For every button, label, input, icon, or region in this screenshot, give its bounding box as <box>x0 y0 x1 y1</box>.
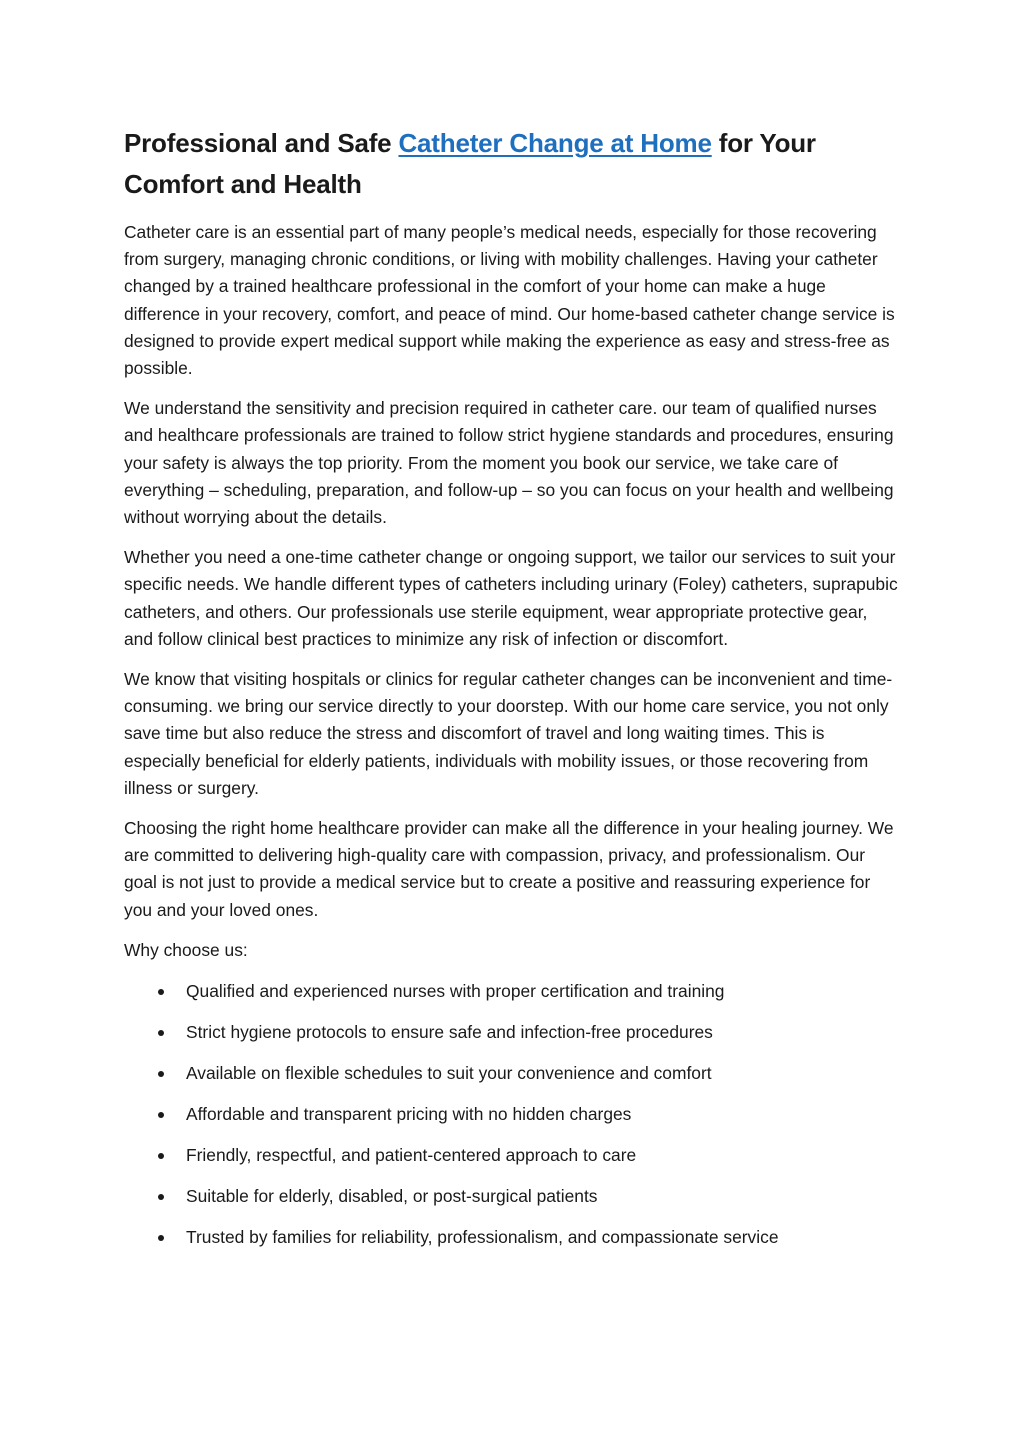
catheter-change-link[interactable]: Catheter Change at Home <box>398 128 712 158</box>
paragraph-sensitivity: We understand the sensitivity and precision required in catheter care. our team of qualified nurses and healthcare professionals are trained to follow strict hygiene standards and procedures, ensuring your safety is always the top priority. From the moment you book our service, we take care of everything – scheduling, preparation, and follow-up – so you can focus on your health and wellbeing without worrying about the details. <box>124 398 894 528</box>
title-suffix: for Your <box>711 128 816 158</box>
paragraph-services: Whether you need a one-time catheter change or ongoing support, we tailor our services to suit your specific needs. We handle different types of catheters including urinary (Foley) catheters, suprapubic catheters, and others. Our professionals use sterile equipment, wear appropriate protective gear, and follow clinical best practices to minimize any risk of infection or discomfort. <box>124 547 898 649</box>
list-item-text: Trusted by families for reliability, professionalism, and compassionate service <box>186 1227 779 1248</box>
paragraph-choosing: Choosing the right home healthcare provider can make all the difference in your healing journey. We are committed to delivering high-quality care with compassion, privacy, and professionalism. Our goal is not just to provide a medical service but to create a positive and reassuring experience for you and your loved ones. <box>124 818 894 920</box>
list-item <box>124 1101 899 1128</box>
title-prefix: Professional and Safe <box>124 128 399 158</box>
list-item <box>124 1019 899 1046</box>
list-item-text: Qualified and experienced nurses with proper certification and training <box>186 981 725 1002</box>
list-item-text: Strict hygiene protocols to ensure safe and infection-free procedures <box>186 1022 713 1043</box>
list-item-text: Friendly, respectful, and patient-centered approach to care <box>186 1145 637 1166</box>
page-title <box>124 123 899 205</box>
bullet-icon <box>158 1071 164 1077</box>
list-item <box>124 1224 899 1251</box>
paragraph-home-care: We know that visiting hospitals or clinics for regular catheter changes can be inconvenient and time-consuming. we bring our service directly to your doorstep. With our home care service, you not only save time but also reduce the stress and discomfort of travel and long waiting times. This is especially beneficial for elderly patients, individuals with mobility issues, or those recovering from illness or surgery. <box>124 669 893 798</box>
list-item-text: Available on flexible schedules to suit your convenience and comfort <box>186 1063 712 1084</box>
bullet-icon <box>158 1235 164 1241</box>
list-item <box>124 978 899 1005</box>
list-item <box>124 1060 899 1087</box>
bullet-icon <box>158 1112 164 1118</box>
bullet-icon <box>158 1153 164 1159</box>
list-item <box>124 1183 899 1210</box>
paragraph-intro: Catheter care is an essential part of many people’s medical needs, especially for those recovering from surgery, managing chronic conditions, or living with mobility challenges. Having your catheter changed by a trained healthcare professional in the comfort of your home can make a huge difference in your recovery, comfort, and peace of mind. Our home-based catheter change service is designed to provide expert medical support while making the experience as easy and stress-free as possible. <box>124 222 895 379</box>
why-choose-heading: Why choose us: <box>124 939 248 960</box>
bullet-icon <box>158 1030 164 1036</box>
list-item <box>124 1142 899 1169</box>
list-item-text: Suitable for elderly, disabled, or post-surgical patients <box>186 1186 598 1207</box>
list-item-text: Affordable and transparent pricing with no hidden charges <box>186 1104 632 1125</box>
bullet-icon <box>158 1194 164 1200</box>
benefits-list <box>124 978 899 1251</box>
document-page <box>124 123 899 1265</box>
bullet-icon <box>158 989 164 995</box>
title-line2: Comfort and Health <box>124 169 362 199</box>
